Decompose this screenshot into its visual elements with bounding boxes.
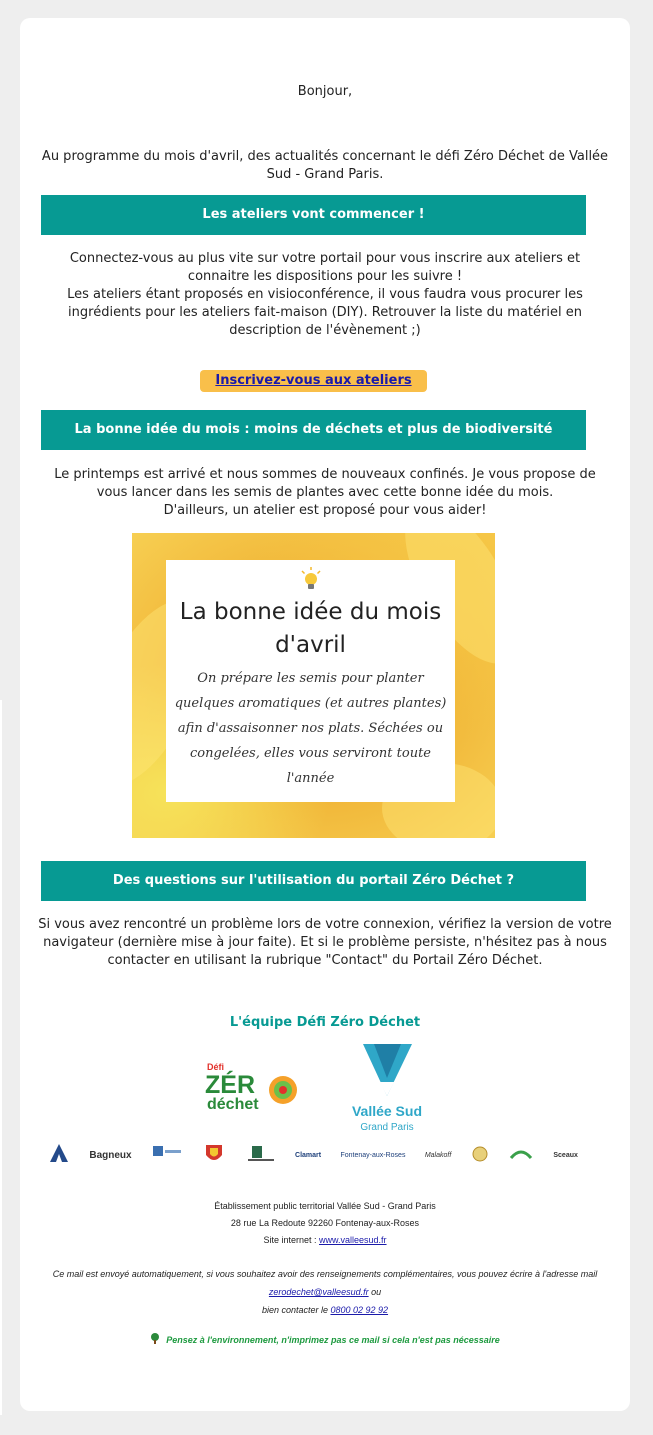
section-header-questions: Des questions sur l'utilisation du portail Zéro Déchet ?: [41, 861, 586, 901]
partner-logo-plessis: [508, 1144, 534, 1166]
environment-note: Pensez à l'environnement, n'imprimez pas ce mail si cela n'est pas nécessaire: [20, 1333, 630, 1345]
page-edge: [0, 700, 2, 1415]
idea-line1: Le printemps est arrivé et nous sommes de nouveaux confinés. Je vous propose de vous lancer dans les semis de plantes avec cette bonne idée du mois.: [54, 467, 596, 500]
email-link[interactable]: zerodechet@valleesud.fr: [268, 1287, 369, 1297]
idea-image: [132, 533, 495, 838]
partner-logos: [48, 1142, 578, 1168]
section-header-idea: La bonne idée du mois : moins de déchets et plus de biodiversité: [41, 410, 586, 450]
signature: L'équipe Défi Zéro Déchet: [229, 1015, 421, 1030]
partner-logo-clamart: Clamart: [295, 1151, 322, 1159]
email-card: [20, 18, 630, 1411]
svg-text:Grand Paris: Grand Paris: [360, 1122, 414, 1133]
partner-logo-chatenay: [202, 1143, 226, 1167]
disclaimer: Ce mail est envoyé automatiquement, si vous souhaitez avoir des renseignements complémentaires, vous pouvez écrire à l'adresse mail zerodechet@valleesud.fr ou bien contacter le 0800 02 92 92: [52, 1269, 598, 1315]
svg-text:Défi: Défi: [207, 1062, 225, 1072]
partner-logo-malakoff: Malakoff: [424, 1151, 452, 1159]
vallee-sud-logo: [350, 1044, 425, 1136]
section-header-workshops: Les ateliers vont commencer !: [41, 195, 586, 235]
svg-text:déchet: déchet: [207, 1096, 259, 1113]
footer-site-label: Site internet :: [263, 1235, 319, 1245]
partner-logo-bourg-la-reine: [151, 1144, 183, 1166]
idea-card-title: La bonne idée du mois d'avril: [179, 599, 442, 658]
partner-logo-montrouge: [471, 1145, 489, 1165]
website-link[interactable]: www.valleesud.fr: [319, 1235, 387, 1245]
partner-logo-chatillon: [246, 1144, 276, 1166]
partner-logo-bagneux: Bagneux: [89, 1149, 132, 1161]
svg-text:ZÉR: ZÉR: [205, 1071, 255, 1099]
workshops-line2: Les ateliers étant proposés en visioconférence, il vous faudra vous procurer les ingrédients pour les ateliers fait-maison (DIY). Retrouver la liste du matériel en description de l'évènement ;): [67, 287, 583, 338]
workshops-text: [40, 250, 610, 340]
idea-line2: D'ailleurs, un atelier est proposé pour vous aider!: [163, 503, 487, 518]
partner-logo-fontenay: Fontenay-aux-Roses: [340, 1151, 406, 1159]
intro-text: Au programme du mois d'avril, des actualités concernant le défi Zéro Déchet de Vallée Sud - Grand Paris.: [41, 149, 609, 182]
svg-text:Vallée Sud: Vallée Sud: [351, 1103, 423, 1119]
greeting: Bonjour,: [297, 84, 353, 99]
questions-text: Si vous avez rencontré un problème lors de votre connexion, vérifiez la version de votre navigateur (dernière mise à jour faite). Et si le problème persiste, n'hésitez pas à nous contacter en utilisant la rubrique "Contact" du Portail Zéro Déchet.: [38, 917, 612, 968]
idea-card: [166, 560, 455, 802]
footer-address: 28 rue La Redoute 92260 Fontenay-aux-Roses: [230, 1218, 420, 1228]
footer-org: Établissement public territorial Vallée Sud - Grand Paris: [214, 1201, 436, 1211]
phone-link[interactable]: 0800 02 92 92: [330, 1305, 389, 1315]
workshops-line1: Connectez-vous au plus vite sur votre portail pour vous inscrire aux ateliers et connaitre les dispositions pour les suivre !: [69, 251, 581, 284]
lightbulb-icon: [300, 567, 322, 593]
partner-logo-sceaux: Sceaux: [553, 1151, 578, 1159]
zero-dechet-logo: [205, 1060, 300, 1115]
partner-logo-antony: [48, 1144, 70, 1166]
idea-card-script: On prépare les semis pour planter quelques aromatiques (et autres plantes) afin d'assaisonner nos plats. Séchées ou congelées, elles vous serviront toute l'année: [174, 671, 447, 786]
tree-icon: [150, 1333, 160, 1344]
footer-info: [20, 1198, 630, 1249]
idea-text: [40, 466, 610, 520]
register-workshops-button[interactable]: Inscrivez-vous aux ateliers: [200, 370, 427, 392]
